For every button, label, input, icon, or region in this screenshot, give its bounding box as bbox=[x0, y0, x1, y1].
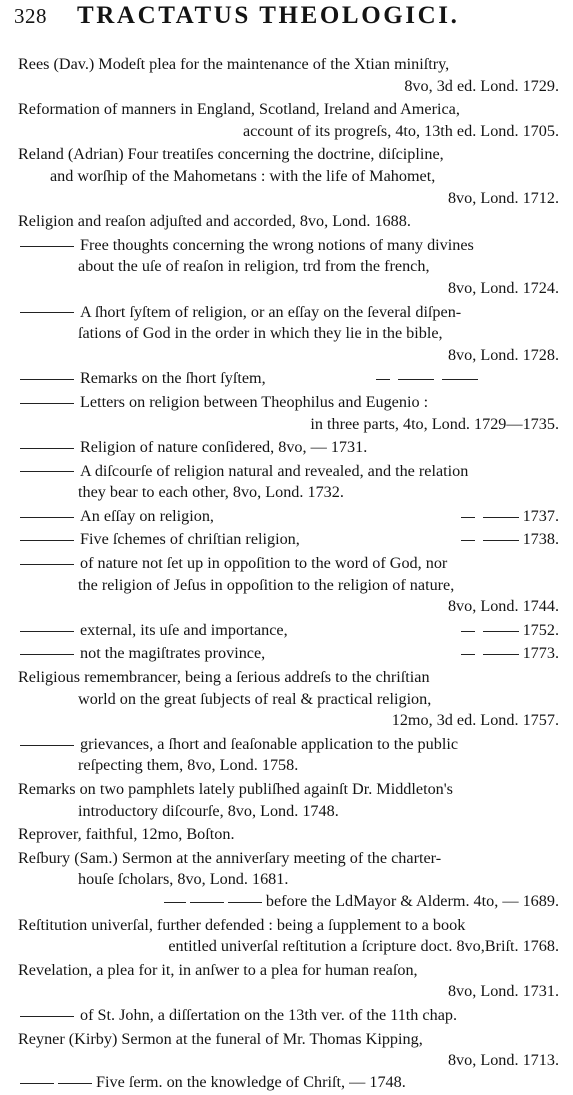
entry-text: of St. John, a diſſertation on the 13th ver. of the 11th chap. bbox=[80, 1005, 458, 1024]
entry-line: and worſhip of the Mahometans : with the life of Mahomet, bbox=[50, 166, 436, 185]
catalogue-entry bbox=[0, 848, 573, 913]
entry-line: world on the great ſubjects of real & practical religion, bbox=[78, 689, 432, 708]
catalogue-entry bbox=[0, 437, 573, 459]
entry-line: Reland (Adrian) Four treatiſes concerning the doctrine, diſcipline, bbox=[18, 145, 444, 164]
entry-line: Remarks on two pamphlets lately publiſhed againſt Dr. Middleton's bbox=[18, 780, 453, 798]
catalogue-entry bbox=[0, 99, 573, 142]
entry-line bbox=[0, 529, 573, 551]
ditto-dash bbox=[20, 1083, 54, 1084]
ditto-dash bbox=[483, 654, 519, 655]
ditto-dash bbox=[190, 902, 224, 903]
ditto-dash bbox=[483, 540, 519, 541]
entry-text: Religion of nature conſidered, 8vo, — 1731. bbox=[80, 438, 368, 457]
ditto-dash bbox=[20, 517, 74, 518]
ditto-dash bbox=[20, 654, 74, 655]
catalogue-entry bbox=[0, 1005, 573, 1027]
entry-imprint: 8vo, Lond. 1724. bbox=[447, 278, 559, 297]
catalogue-entry bbox=[0, 211, 573, 233]
ditto-dash bbox=[20, 564, 74, 565]
entry-line: ſations of God in the order in which they lie in the bible, bbox=[78, 324, 443, 343]
ditto-dash bbox=[376, 379, 390, 380]
running-title: TRACTATUS THEOLOGICI. bbox=[77, 2, 460, 29]
entry-line bbox=[0, 553, 573, 575]
ditto-dash bbox=[461, 631, 475, 632]
ditto-dash bbox=[20, 448, 74, 449]
catalogue-entry bbox=[0, 667, 573, 732]
catalogue-entry bbox=[0, 960, 573, 1003]
entry-year: 1773. bbox=[522, 644, 559, 663]
entry-imprint: 8vo, Lond. 1713. bbox=[447, 1051, 559, 1070]
catalogue-entry bbox=[0, 506, 573, 528]
entry-text: of nature not ſet up in oppoſition to the word of God, nor bbox=[80, 554, 448, 573]
entry-imprint bbox=[457, 529, 559, 551]
entry-text: A ſhort ſyſtem of religion, or an eſſay on the ſeveral diſpen- bbox=[80, 302, 462, 321]
entry-text: before the LdMayor & Alderm. 4to, — 1689. bbox=[265, 891, 559, 910]
catalogue-entry bbox=[0, 392, 573, 435]
page-number: 328 bbox=[14, 4, 47, 28]
entry-year: 1738. bbox=[522, 530, 559, 549]
ditto-dash bbox=[20, 540, 74, 541]
ditto-dash bbox=[20, 1016, 74, 1017]
catalogue-entry bbox=[0, 461, 573, 504]
ditto-dash bbox=[20, 403, 74, 404]
ditto-dash bbox=[58, 1083, 92, 1084]
entry-line: Revelation, a plea for it, in anſwer to a plea for human reaſon, bbox=[18, 960, 418, 979]
ditto-dash bbox=[228, 902, 262, 903]
entry-line bbox=[0, 1072, 573, 1094]
ditto-dash bbox=[442, 379, 478, 380]
catalogue-entry bbox=[0, 235, 573, 300]
entry-line bbox=[0, 620, 573, 642]
entry-line bbox=[0, 235, 573, 257]
entry-line: Reſtitution univerſal, further defended : being a ſupplement to a book bbox=[18, 915, 466, 934]
ditto-dash bbox=[398, 379, 434, 380]
ditto-dash bbox=[461, 540, 475, 541]
ditto-dash bbox=[461, 654, 475, 655]
entry-line bbox=[0, 392, 573, 414]
catalogue-entry bbox=[0, 915, 573, 958]
entry-imprint: 8vo, 3d ed. Lond. 1729. bbox=[404, 76, 559, 95]
entry-text: not the magiſtrates province, bbox=[80, 644, 266, 663]
entry-line: about the uſe of reaſon in religion, trd from the french, bbox=[78, 257, 430, 276]
entry-line: Reſbury (Sam.) Sermon at the anniverſary meeting of the charter- bbox=[18, 848, 442, 867]
entry-year: 1752. bbox=[522, 620, 559, 639]
ditto-dash bbox=[20, 471, 74, 472]
ditto-dash bbox=[483, 517, 519, 518]
entry-text: A diſcourſe of religion natural and revealed, and the relation bbox=[80, 461, 469, 480]
ditto-dash bbox=[164, 902, 186, 903]
entry-line bbox=[0, 506, 573, 528]
entry-imprint: 8vo, Lond. 1712. bbox=[447, 188, 559, 207]
entry-line: they bear to each other, 8vo, Lond. 1732. bbox=[78, 483, 344, 502]
entry-line: Reformation of manners in England, Scotland, Ireland and America, bbox=[18, 100, 460, 119]
entry-text: grievances, a ſhort and ſeaſonable application to the public bbox=[80, 734, 459, 753]
entry-text: Five ſerm. on the knowledge of Chriſt, — 1748. bbox=[96, 1072, 406, 1091]
ditto-dash bbox=[20, 312, 74, 313]
entry-text: Free thoughts concerning the wrong notions of many divines bbox=[80, 235, 474, 254]
entry-imprint bbox=[457, 506, 559, 528]
catalogue-entry bbox=[0, 734, 573, 777]
entry-line bbox=[0, 437, 573, 459]
catalogue-entry bbox=[0, 1029, 573, 1094]
entry-line: the religion of Jeſus in oppoſition to the religion of nature, bbox=[78, 575, 455, 594]
entry-text: Five ſchemes of chriſtian religion, bbox=[80, 530, 300, 549]
catalogue-entry bbox=[0, 620, 573, 642]
entry-line bbox=[0, 643, 573, 665]
entry-text: external, its uſe and importance, bbox=[80, 620, 288, 639]
catalogue-entry bbox=[0, 824, 573, 846]
ditto-dash bbox=[20, 379, 74, 380]
catalogue-entry bbox=[0, 529, 573, 551]
entry-imprint: entitled univerſal reſtitution a ſcripture doct. 8vo,Briſt. 1768. bbox=[168, 937, 559, 956]
entry-line: introductory diſcourſe, 8vo, Lond. 1748. bbox=[78, 801, 339, 820]
entry-imprint bbox=[457, 643, 559, 665]
entry-line: Rees (Dav.) Modeſt plea for the maintenance of the Xtian miniſtry, bbox=[18, 55, 450, 73]
entry-imprint: 8vo, Lond. 1728. bbox=[447, 345, 559, 364]
catalogue-entry bbox=[0, 144, 573, 209]
entry-text: Letters on religion between Theophilus and Eugenio : bbox=[80, 392, 429, 411]
page-header bbox=[14, 2, 563, 42]
entry-imprint: 8vo, Lond. 1731. bbox=[447, 982, 559, 1001]
ditto-dash bbox=[20, 745, 74, 746]
ditto-dash bbox=[20, 246, 74, 247]
catalogue-entry bbox=[0, 368, 573, 390]
entry-imprint: 8vo, Lond. 1744. bbox=[447, 597, 559, 616]
entry-line bbox=[0, 1005, 573, 1027]
entry-line: Reprover, faithful, 12mo, Boſton. bbox=[18, 825, 235, 844]
ditto-dash bbox=[483, 631, 519, 632]
entry-imprint: account of its progreſs, 4to, 13th ed. Lond. 1705. bbox=[242, 121, 559, 140]
entry-imprint bbox=[457, 620, 559, 642]
entry-imprint: in three parts, 4to, Lond. 1729—1735. bbox=[310, 414, 559, 433]
entry-line bbox=[0, 734, 573, 756]
entry-line: Religion and reaſon adjuſted and accorded, 8vo, Lond. 1688. bbox=[18, 212, 411, 231]
entry-text: An eſſay on religion, bbox=[80, 506, 214, 525]
ditto-dash bbox=[20, 631, 74, 632]
entry-line bbox=[0, 891, 573, 913]
entry-line bbox=[0, 461, 573, 483]
ditto-dash bbox=[461, 517, 475, 518]
catalogue-entry bbox=[0, 779, 573, 822]
entry-line: Religious remembrancer, being a ſerious addreſs to the chriſtian bbox=[18, 668, 430, 687]
entry-line bbox=[0, 368, 573, 390]
catalogue-entry bbox=[0, 643, 573, 665]
entry-line: reſpecting them, 8vo, Lond. 1758. bbox=[78, 756, 299, 775]
entry-line: houſe ſcholars, 8vo, Lond. 1681. bbox=[78, 870, 289, 889]
entry-line bbox=[0, 302, 573, 324]
catalogue-entry bbox=[0, 302, 573, 367]
catalogue-entries bbox=[0, 54, 573, 1095]
catalogue-entry bbox=[0, 553, 573, 618]
entry-line: Reyner (Kirby) Sermon at the funeral of Mr. Thomas Kipping, bbox=[18, 1029, 423, 1048]
entry-text: Remarks on the ſhort ſyſtem, bbox=[80, 369, 266, 388]
catalogue-entry bbox=[0, 54, 573, 97]
entry-year: 1737. bbox=[522, 506, 559, 525]
entry-imprint: 12mo, 3d ed. Lond. 1757. bbox=[391, 711, 559, 730]
